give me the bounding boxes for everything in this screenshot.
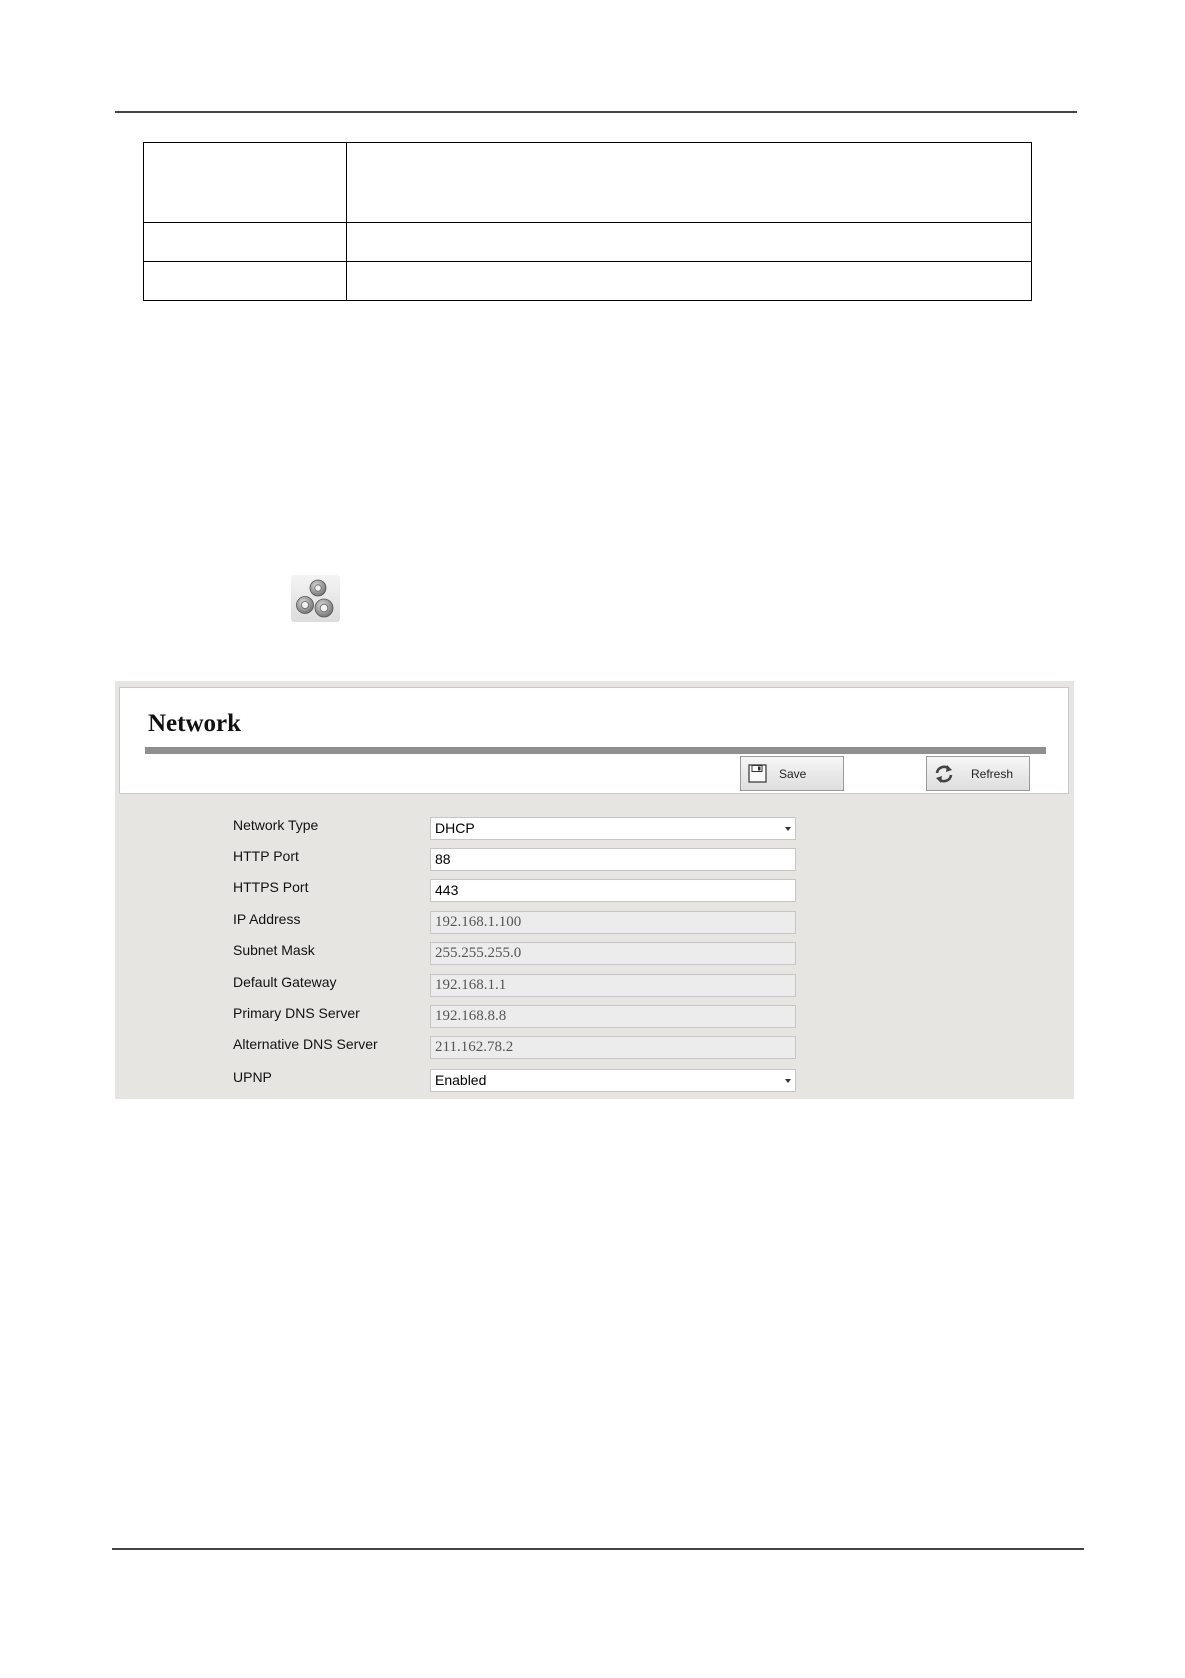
network-settings-panel [115, 681, 1074, 1099]
alternative-dns-field: 211.162.78.2 [430, 1036, 796, 1059]
primary-dns-field: 192.168.8.8 [430, 1005, 796, 1028]
page-title: Network [148, 710, 242, 737]
alternative-dns-label: Alternative DNS Server [233, 1036, 378, 1052]
subnet-mask-field: 255.255.255.0 [430, 942, 796, 965]
table-cell [347, 262, 1032, 301]
subnet-mask-label: Subnet Mask [233, 942, 315, 958]
upnp-label: UPNP [233, 1069, 272, 1085]
network-type-value: DHCP [435, 820, 475, 836]
primary-dns-label: Primary DNS Server [233, 1005, 360, 1021]
footer-rule [112, 1548, 1084, 1550]
parameter-table [143, 142, 1032, 301]
table-row [144, 143, 1032, 223]
default-gateway-label: Default Gateway [233, 974, 337, 990]
ip-address-label: IP Address [233, 911, 301, 927]
table-cell [144, 262, 347, 301]
title-divider [145, 747, 1046, 754]
ip-address-field: 192.168.1.100 [430, 911, 796, 934]
network-type-select[interactable] [430, 817, 796, 840]
http-port-label: HTTP Port [233, 848, 299, 864]
save-button-label: Save [779, 767, 807, 781]
network-type-label: Network Type [233, 817, 319, 833]
chevron-down-icon [785, 827, 791, 831]
table-cell [144, 223, 347, 262]
https-port-input[interactable]: 443 [430, 879, 796, 902]
chevron-down-icon [785, 1079, 791, 1083]
table-row [144, 262, 1032, 301]
refresh-button-label: Refresh [971, 767, 1014, 781]
table-cell [347, 223, 1032, 262]
gear-icon [291, 575, 340, 622]
floppy-disk-icon [747, 764, 769, 784]
upnp-select[interactable] [430, 1069, 796, 1092]
https-port-label: HTTPS Port [233, 879, 309, 895]
save-button[interactable] [740, 756, 844, 791]
refresh-arrows-icon [933, 764, 955, 784]
table-row [144, 223, 1032, 262]
default-gateway-field: 192.168.1.1 [430, 974, 796, 997]
http-port-input[interactable]: 88 [430, 848, 796, 871]
table-cell [144, 143, 347, 223]
panel-header [119, 687, 1069, 794]
header-rule [115, 111, 1077, 113]
table-cell [347, 143, 1032, 223]
refresh-button[interactable] [926, 756, 1030, 791]
upnp-value: Enabled [435, 1072, 487, 1088]
